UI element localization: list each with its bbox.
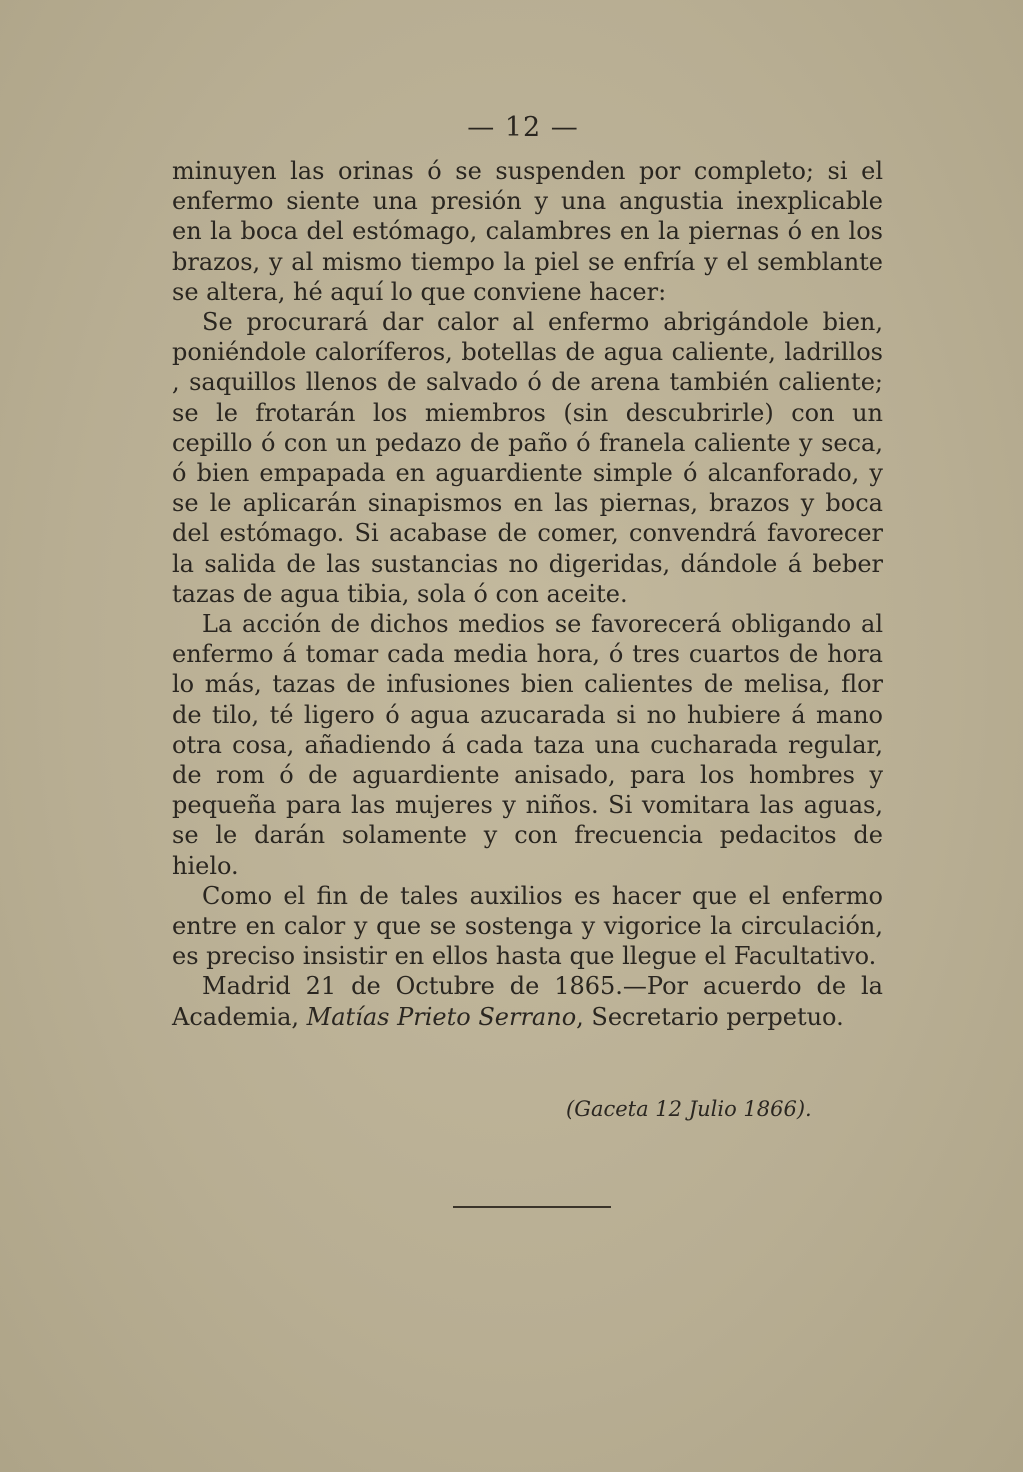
signoff-title-text: , Secretario perpetuo. [576,1002,844,1031]
paragraph-2: Se procurará dar calor al enfermo abrigándole bien, poniéndole caloríferos, botellas de agua caliente, ladrillos , saquillos llenos de salvado ó de arena también caliente; se le frotarán los miembros (sin descubrirle) con un cepillo ó con un pedazo de paño ó franela caliente y seca, ó bien empapada en aguardiente simple ó alcanforado, y se le aplicarán sinapismos en las piernas, brazos y boca del estómago. Si acabase de comer, convendrá favorecer la salida de las sustancias no digeridas, dándole á beber tazas de agua tibia, sola ó con aceite. [172,308,883,608]
body-text [172,156,883,1032]
paragraph-4: Como el fin de tales auxilios es hacer que el enfermo entre en calor y que se sostenga y vigorice la circulación, es preciso insistir en ellos hasta que llegue el Facultativo. [172,881,883,971]
end-divider [453,1206,611,1208]
secretary-name: Matías Prieto Serrano [306,1002,577,1031]
source-citation: (Gaceta 12 Julio 1866). [566,1097,812,1121]
paragraph-3: La acción de dichos medios se favorecerá obligando al enfermo á tomar cada media hora, ó tres cuartos de hora lo más, tazas de infusiones bien calientes de melisa, flor de tilo, té ligero ó agua azucarada si no hubiere á mano otra cosa, añadiendo á cada taza una cucharada regular, de rom ó de aguardiente anisado, para los hombres y pequeña para las mujeres y niños. Si vomitara las aguas, se le darán solamente y con frecuencia pedacitos de hielo. [172,610,883,880]
signoff-date-text: Madrid 21 de Octubre de 1865.—Por acuerdo de la Academia, [172,972,883,1031]
signoff-paragraph [172,971,883,1031]
page-number: — 12 — [467,112,579,143]
paragraph-1: minuyen las orinas ó se suspenden por completo; si el enfermo siente una presión y una angustia inexplicable en la boca del estómago, calambres en la piernas ó en los brazos, y al mismo tiempo la piel se enfría y el semblante se altera, hé aquí lo que conviene hacer: [172,157,883,306]
